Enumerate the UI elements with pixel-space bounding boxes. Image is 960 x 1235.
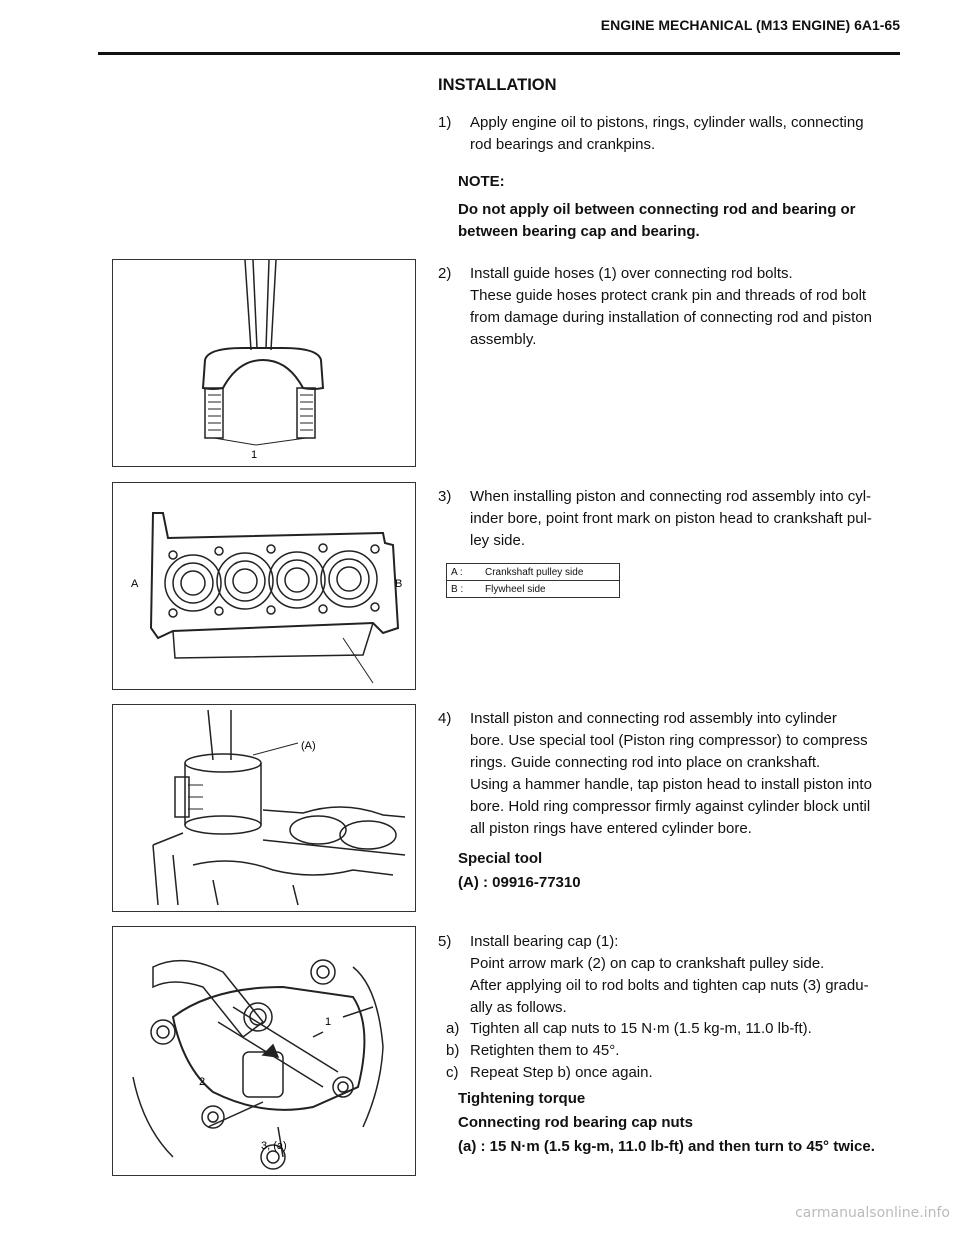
section-title: INSTALLATION [438, 76, 557, 94]
step-text-line: ally as follows. [470, 999, 567, 1016]
step-2 [438, 263, 900, 351]
step-text-line: Using a hammer handle, tap piston head to install piston into [470, 776, 872, 793]
note-text-line: Do not apply oil between connecting rod and bearing or [458, 201, 856, 218]
connecting-rod-illustration [113, 260, 415, 466]
step-text-line: Point arrow mark (2) on cap to crankshaft pulley side. [470, 955, 825, 972]
figure-callout-1: 1 [325, 1016, 332, 1028]
figure-bearing-cap [112, 926, 416, 1176]
figure-callout-2: 2 [199, 1076, 206, 1088]
substep-label: b) [446, 1042, 460, 1059]
step-number: 5) [438, 933, 452, 950]
figure-guide-hoses [112, 259, 416, 467]
step-5 [438, 931, 900, 1019]
header-rule [98, 52, 900, 55]
watermark-footer: carmanualsonline.info [795, 1205, 950, 1221]
substep-label: a) [446, 1020, 460, 1037]
substep [446, 1062, 900, 1084]
step-number: 2) [438, 265, 452, 282]
step-text-line: After applying oil to rod bolts and tighten cap nuts (3) gradu- [470, 977, 869, 994]
step-number: 4) [438, 710, 452, 727]
step-4 [438, 708, 900, 840]
step-text-line: These guide hoses protect crank pin and threads of rod bolt [470, 287, 867, 304]
step-text-line: all piston rings have entered cylinder bore. [470, 820, 752, 837]
special-tool-label: Special tool [458, 850, 543, 867]
torque-title: Tightening torque [458, 1090, 586, 1107]
step-text-line: Install guide hoses (1) over connecting rod bolts. [470, 265, 793, 282]
step-number: 1) [438, 114, 452, 131]
substep-label: c) [446, 1064, 459, 1081]
substep [446, 1018, 900, 1040]
step-text-line: inder bore, point front mark on piston head to crankshaft pul- [470, 510, 872, 527]
legend-key: B : [447, 581, 482, 598]
step-text-line: Apply engine oil to pistons, rings, cylinder walls, connecting [470, 114, 864, 131]
figure-legend [446, 563, 620, 598]
substep-text: Retighten them to 45°. [470, 1042, 620, 1059]
note-block [458, 171, 900, 243]
note-label: NOTE: [458, 173, 505, 190]
figure-callout-a: A [131, 578, 139, 590]
step-text-line: from damage during installation of connecting rod and piston [470, 309, 872, 326]
legend-row [447, 581, 620, 598]
substeps [446, 1018, 900, 1084]
note-text-line: between bearing cap and bearing. [458, 223, 700, 240]
cylinder-block-illustration [113, 483, 415, 689]
step-text-line: bore. Use special tool (Piston ring compressor) to compress [470, 732, 868, 749]
special-tool-value: (A) : 09916-77310 [458, 874, 581, 891]
figure-callout: 1 [251, 449, 258, 461]
figure-ring-compressor [112, 704, 416, 912]
step-3 [438, 486, 900, 552]
figure-callout: (A) [301, 740, 316, 752]
step-text-line: rings. Guide connecting rod into place on crankshaft. [470, 754, 821, 771]
torque-value: (a) : 15 N·m (1.5 kg-m, 11.0 lb-ft) and then turn to 45° twice. [458, 1138, 875, 1155]
step-text-line: assembly. [470, 331, 537, 348]
substep-text: Repeat Step b) once again. [470, 1064, 653, 1081]
step-text-line: Install bearing cap (1): [470, 933, 619, 950]
substep-text: Tighten all cap nuts to 15 N·m (1.5 kg-m, 11.0 lb-ft). [470, 1020, 812, 1037]
legend-key: A : [447, 564, 482, 581]
step-text-line: rod bearings and crankpins. [470, 136, 656, 153]
special-tool-block [458, 847, 900, 895]
bearing-cap-illustration [113, 927, 415, 1175]
substep [446, 1040, 900, 1062]
figure-callout-b: B [395, 578, 403, 590]
torque-item: Connecting rod bearing cap nuts [458, 1114, 694, 1131]
ring-compressor-illustration [113, 705, 415, 911]
figure-callout-3a: 3, (a) [261, 1140, 287, 1152]
figure-cylinder-block [112, 482, 416, 690]
step-number: 3) [438, 488, 452, 505]
step-text-line: Install piston and connecting rod assembly into cylinder [470, 710, 837, 727]
step-text-line: When installing piston and connecting rod assembly into cyl- [470, 488, 872, 505]
legend-value: Flywheel side [481, 581, 620, 598]
torque-block [458, 1087, 908, 1159]
step-text-line: bore. Hold ring compressor firmly against cylinder block until [470, 798, 871, 815]
step-1 [438, 112, 900, 156]
page-header: ENGINE MECHANICAL (M13 ENGINE) 6A1-65 [600, 17, 900, 33]
legend-row [447, 564, 620, 581]
step-text-line: ley side. [470, 532, 526, 549]
legend-value: Crankshaft pulley side [481, 564, 620, 581]
